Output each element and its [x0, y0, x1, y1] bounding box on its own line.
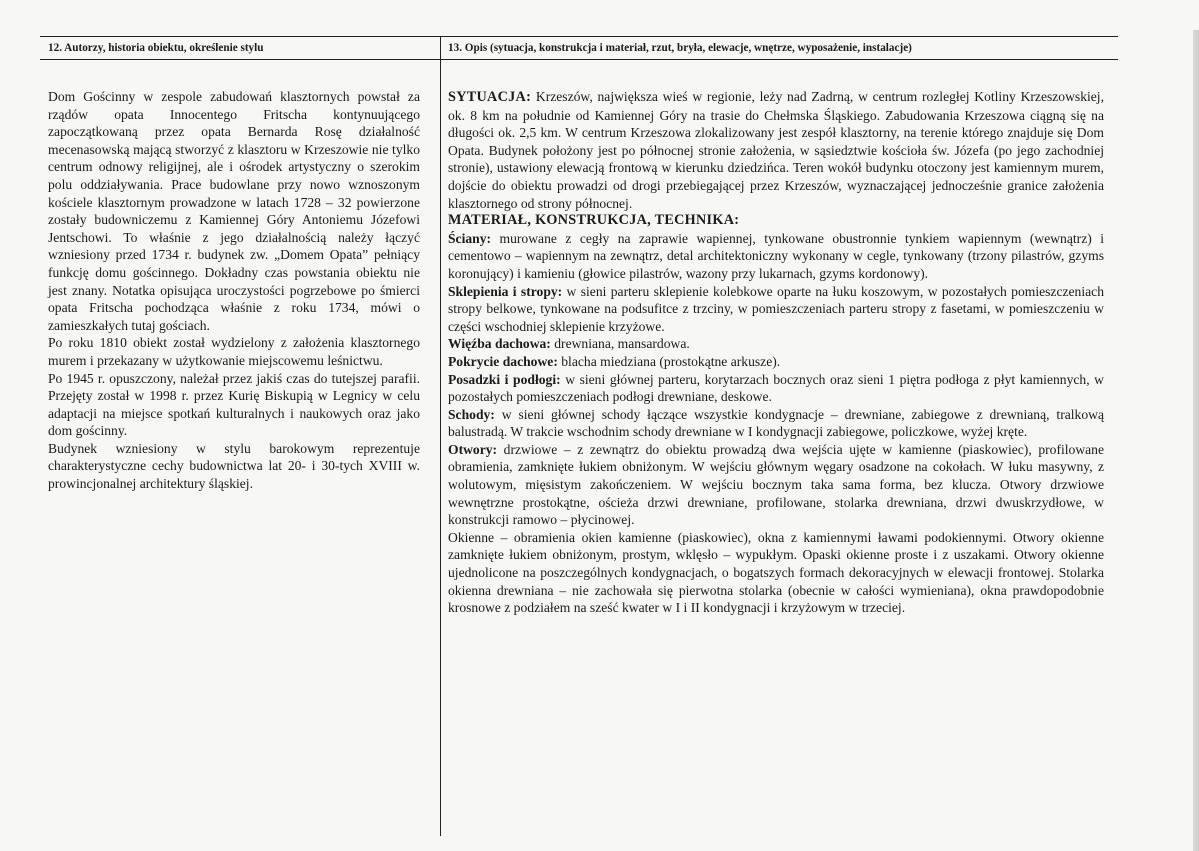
windows-paragraph: Okienne – obramienia okien kamienne (piaskowiec), okna z kamiennymi ławami podokiennymi. Otwory okienne zamknięte łukiem obniżonym, prostym, wklęsło – wypukłym. Opaski okienne proste i z uszakami. Otwory okienne ujednolicone na poszczególnych kondygnacjach, o bogatszych formach dekoracyjnych w elewacji frontowej. Stolarka okienna drewniana – nie zachowała się pierwotna stolarka (obecnie w całości wymieniana), okna prawdopodobnie krosnowe z podziałem na sześć kwater w I i II kondygnacji i krzyżowym w trzeciej.	[448, 529, 1104, 616]
item-text: murowane z cegły na zaprawie wapiennej, tynkowane obustronnie tynkiem wapiennym (wewnątrz) i cementowo – wapiennym na zewnątrz, detal architektoniczny wykonany w cegle, tynkowany (trzony pilastrów, gzyms koronujący) i kamieniu (głowice pilastrów, wazony przy lukarnach, gzyms kordonowy).	[448, 230, 1104, 281]
description-text	[448, 88, 1104, 617]
column-divider	[440, 36, 441, 836]
item-label: Sklepienia i stropy:	[448, 283, 563, 299]
item-label: Pokrycie dachowe:	[448, 353, 558, 369]
item-text: w sieni głównej parteru, korytarzach bocznych oraz sieni 1 piętra podłoga z płyt kamiennych, w pozostałych pomieszczeniach podłogi drewniane, deskowe.	[448, 371, 1104, 405]
item-text: w sieni parteru sklepienie kolebkowe oparte na łuku koszowym, w pozostałych pomieszczeniach stropy belkowe, tynkowane na podsufitce z trzciny, w pomieszczeniach parteru stropy z fasetami, w pomieszczeniu w części wschodniej sklepienie krzyżowe.	[448, 283, 1104, 334]
floors-item	[448, 371, 1104, 406]
history-paragraph: Po 1945 r. opuszczony, należał przez jakiś czas do tutejszej parafii. Przejęty został w 1998 r. przez Kurię Biskupią w Legnicy w celu adaptacji na miejsce spotkań kulturalnych i naukowych oraz jako dom gościnny.	[48, 370, 420, 439]
material-heading: MATERIAŁ, KONSTRUKCJA, TECHNIKA:	[448, 212, 740, 229]
situation-label: SYTUACJA:	[448, 89, 532, 105]
history-paragraph: Dom Gościnny w zespole zabudowań klasztornych powstał za rządów opata Innocentego Fritscha kontynuującego zapoczątkowaną przez opata Bernarda Rosę działalność mecenasowską mającą stworzyć z klasztoru w Krzeszowie nie tylko centrum odnowy religijnej, ale i ośrodek artystyczny o szerokim polu oddziaływania. Prace budowlane przy nowo wznoszonym kościele klasztornym prowadzone w latach 1728 – 32 powierzone zostały budowniczemu z Kamiennej Góry Antoniemu Józefowi Jentschowi. To właśnie z jego działalnością należy łączyć wzniesiony przed 1734 r. budynek zw. „Domem Opata” pełniący funkcję domu gościnnego. Dokładny czas powstania obiektu nie jest znany. Notatka opisująca uroczystości pogrzebowe po śmierci opata Fritscha pochodząca właśnie z roku 1734, mówi o zamieszkałych tutaj gościach.	[48, 89, 420, 333]
item-text: drzwiowe – z zewnątrz do obiektu prowadzą dwa wejścia ujęte w kamienne (piaskowiec), profilowane obramienia, zamknięte łukiem obniżonym. W wejściu głównym węgary osadzone na cokołach. W łuku masywny, z wolutowym, mięsistym zakończeniem. W wejściu bocznym taka sama forma, bez klucza. Otwory drzwiowe wewnętrzne prostokątne, ościeża drzwi drewniane, profilowane, stolarka drewniana, drzwi dwuskrzydłowe, w konstrukcji ramowo – płycinowej.	[448, 441, 1104, 528]
item-text: drewniana, mansardowa.	[550, 336, 690, 352]
item-label: Posadzki i podłogi:	[448, 371, 561, 387]
stairs-item	[448, 406, 1104, 441]
item-text: w sieni głównej schody łączące wszystkie kondygnacje – drewniane, zabiegowe z drewnianą, tralkową balustradą. W trakcie wschodnim schody drewniane w I kondygnacji zabiegowe, policzkowe, wyżej kręte.	[448, 406, 1104, 440]
history-paragraph: Po roku 1810 obiekt został wydzielony z założenia klasztornego murem i przekazany w użytkowanie miejscowemu leśnictwu.	[48, 335, 420, 368]
roof-truss-item	[448, 335, 1104, 353]
situation-text: Krzeszów, największa wieś w regionie, leży nad Zadrną, w centrum rozległej Kotliny Krzeszowskiej, ok. 8 km na południe od Kamiennej Góry na trasie do Chełmska Śląskiego. Zabudowania Krzeszowa ciągną się na długości ok. 2,5 km. W centrum Krzeszowa zlokalizowany jest zespół klasztorny, na terenie którego znajduje się Dom Opata. Budynek położony jest po północnej stronie założenia, w sąsiedztwie kościoła św. Józefa (po jego zachodniej stronie), ustawiony elewacją frontową w kierunku dziedzińca. Teren wokół budynku otoczony jest kamiennym murem, dojście do obiektu prowadzi od drogi przebiegającej przez Krzeszów, wyznaczającej jednocześnie granice założenia klasztornego od strony północnej.	[448, 89, 1104, 211]
top-rule	[40, 36, 1118, 37]
header-rule	[40, 59, 1118, 60]
roofing-item	[448, 353, 1104, 371]
history-text	[48, 88, 420, 493]
walls-item	[448, 230, 1104, 283]
situation-paragraph	[448, 88, 1104, 212]
openings-item	[448, 441, 1104, 529]
history-paragraph: Budynek wzniesiony w stylu barokowym reprezentuje charakterystyczne cechy budownictwa lat 20- i 30-tych XVIII w. prowincjonalnej architektury śląskiej.	[48, 440, 420, 492]
vaults-item	[448, 283, 1104, 336]
item-label: Ściany:	[448, 230, 492, 246]
item-label: Otwory:	[448, 441, 498, 457]
section-13-heading: 13. Opis (sytuacja, konstrukcja i materiał, rzut, bryła, elewacje, wnętrze, wyposażenie, instalacje)	[448, 42, 912, 54]
section-12-heading: 12. Autorzy, historia obiektu, określenie stylu	[48, 42, 264, 54]
item-text: blacha miedziana (prostokątne arkusze).	[557, 353, 781, 369]
item-label: Więźba dachowa:	[448, 336, 551, 352]
scan-edge	[1193, 30, 1199, 851]
item-label: Schody:	[448, 406, 495, 422]
